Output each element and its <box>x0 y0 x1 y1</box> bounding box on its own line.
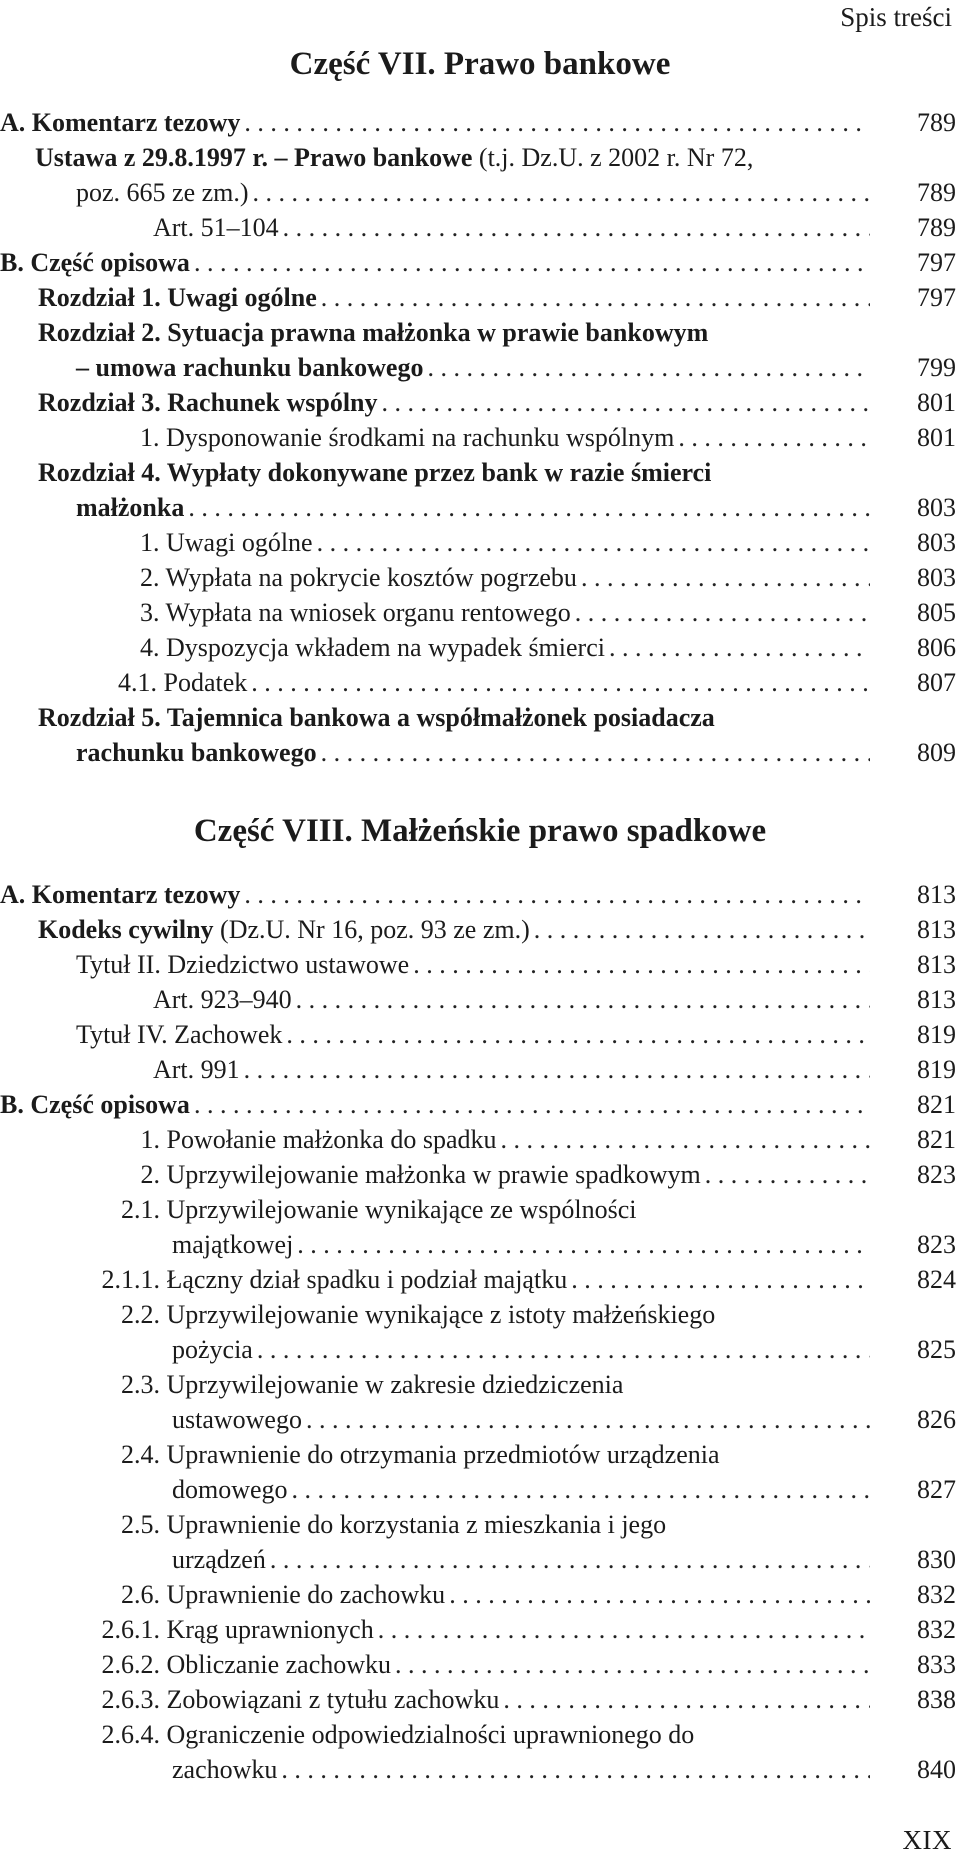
toc-entry[interactable] <box>0 1682 956 1717</box>
entry-title-bold: Ustawa z 29.8.1997 r. – Prawo bankowe <box>35 143 473 172</box>
leader-dots <box>270 1542 870 1577</box>
entry-label: 2. Wypłata na pokrycie kosztów pogrzebu <box>140 563 577 592</box>
entry-title: Uprzywilejowanie wynikające ze wspólności <box>166 1195 637 1224</box>
entry-title: Uprawnienie do otrzymania przedmiotów urządzenia <box>166 1440 720 1469</box>
toc-entry[interactable] <box>0 1612 956 1647</box>
leader-dots <box>306 1402 870 1437</box>
entry-label: urządzeń <box>172 1545 266 1574</box>
leader-dots <box>244 105 870 140</box>
leader-dots <box>253 175 870 210</box>
leader-dots <box>296 982 870 1017</box>
toc-entry[interactable] <box>0 1157 956 1192</box>
page-number: 803 <box>917 493 956 522</box>
page-number: 827 <box>917 1475 956 1504</box>
toc-part-7 <box>0 105 956 770</box>
page-number: 809 <box>917 738 956 767</box>
leader-dots <box>501 1122 871 1157</box>
toc-entry[interactable] <box>0 140 956 210</box>
toc-entry[interactable] <box>0 560 956 595</box>
page-number: 838 <box>917 1685 956 1714</box>
page-number: 825 <box>917 1335 956 1364</box>
page-folio: XIX <box>902 1825 952 1855</box>
entry-number: 2.2. <box>121 1300 160 1329</box>
leader-dots <box>286 1017 870 1052</box>
entry-label: A. Komentarz tezowy <box>0 880 241 909</box>
entry-title: Ograniczenie odpowiedzialności uprawnionego do <box>166 1720 695 1749</box>
leader-dots <box>427 350 870 385</box>
page-number: 807 <box>917 668 956 697</box>
toc-entry[interactable] <box>0 385 956 420</box>
leader-dots <box>413 947 870 982</box>
toc-entry[interactable] <box>0 947 956 982</box>
toc-entry[interactable] <box>0 912 956 947</box>
page-number: 789 <box>917 213 956 242</box>
leader-dots <box>251 665 870 700</box>
toc-entry[interactable] <box>0 1052 956 1087</box>
entry-label: 2.6. Uprawnienie do zachowku <box>121 1580 446 1609</box>
entry-title: Uprawnienie do korzystania z mieszkania i jego <box>166 1510 667 1539</box>
leader-dots <box>257 1332 870 1367</box>
toc-entry[interactable] <box>0 1262 956 1297</box>
entry-label: Art. 51–104 <box>153 213 279 242</box>
toc-entry[interactable] <box>0 665 956 700</box>
entry-label: 2.1.1. Łączny dział spadku i podział majątku <box>101 1265 568 1294</box>
entry-label: B. Część opisowa <box>0 248 190 277</box>
page-number: 832 <box>917 1580 956 1609</box>
page-number: 801 <box>917 388 956 417</box>
entry-label: ustawowego <box>172 1405 302 1434</box>
page-number: 813 <box>917 950 956 979</box>
entry-label: małżonka <box>76 493 185 522</box>
leader-dots <box>581 560 870 595</box>
leader-dots <box>382 385 871 420</box>
toc-entry[interactable] <box>0 1122 956 1157</box>
page-number: 823 <box>917 1160 956 1189</box>
leader-dots <box>449 1577 870 1612</box>
page-number: 813 <box>917 915 956 944</box>
leader-dots <box>571 1262 870 1297</box>
page-number: 797 <box>917 248 956 277</box>
page-number: 823 <box>917 1230 956 1259</box>
leader-dots <box>534 912 870 947</box>
page-number: 833 <box>917 1650 956 1679</box>
toc-entry[interactable] <box>0 420 956 455</box>
page-number: 803 <box>917 528 956 557</box>
leader-dots <box>705 1157 870 1192</box>
entry-title: Uprzywilejowanie w zakresie dziedziczenia <box>166 1370 624 1399</box>
part-7-title: Część VII. Prawo bankowe <box>289 46 671 82</box>
toc-entry[interactable] <box>0 1437 956 1507</box>
page-number: 806 <box>917 633 956 662</box>
page-number: 813 <box>917 985 956 1014</box>
toc-entry[interactable] <box>0 982 956 1017</box>
page-number: 797 <box>917 283 956 312</box>
entry-label: poz. 665 ze zm.) <box>76 178 249 207</box>
entry-label: Rozdział 1. Uwagi ogólne <box>38 283 317 312</box>
toc-entry[interactable] <box>0 1017 956 1052</box>
entry-title: Uprzywilejowanie wynikające z istoty małżeńskiego <box>166 1300 716 1329</box>
entry-label: pożycia <box>172 1335 253 1364</box>
entry-label: Rozdział 3. Rachunek wspólny <box>38 388 378 417</box>
leader-dots <box>317 525 870 560</box>
entry-title: Rozdział 5. Tajemnica bankowa a współmałżonek posiadacza <box>38 703 715 732</box>
page-number: 840 <box>917 1755 956 1784</box>
entry-label: 2. Uprzywilejowanie małżonka w prawie spadkowym <box>140 1160 701 1189</box>
entry-label: 2.6.2. Obliczanie zachowku <box>101 1650 392 1679</box>
entry-label: Kodeks cywilny (Dz.U. Nr 16, poz. 93 ze zm.) <box>38 915 530 944</box>
leader-dots <box>321 280 870 315</box>
entry-label: 3. Wypłata na wniosek organu rentowego <box>140 598 571 627</box>
toc-entry[interactable] <box>0 1577 956 1612</box>
page-number: 826 <box>917 1405 956 1434</box>
entry-label: zachowku <box>172 1755 278 1784</box>
entry-label: 2.6.1. Krąg uprawnionych <box>101 1615 374 1644</box>
page-number: 801 <box>917 423 956 452</box>
leader-dots <box>244 1052 870 1087</box>
running-head: Spis treści <box>840 2 952 32</box>
leader-dots <box>194 1087 870 1122</box>
toc-entry[interactable] <box>0 1087 956 1122</box>
entry-label: 1. Powołanie małżonka do spadku <box>140 1125 497 1154</box>
leader-dots <box>395 1647 870 1682</box>
leader-dots <box>609 630 870 665</box>
toc-entry[interactable] <box>0 700 956 770</box>
entry-label: 1. Uwagi ogólne <box>140 528 313 557</box>
page-number: 813 <box>917 880 956 909</box>
entry-number: 2.1. <box>121 1195 160 1224</box>
leader-dots <box>575 595 870 630</box>
entry-label: 4. Dyspozycja wkładem na wypadek śmierci <box>140 633 605 662</box>
leader-dots <box>678 420 870 455</box>
toc-entry[interactable] <box>0 525 956 560</box>
entry-number: 2.6.4. <box>101 1720 160 1749</box>
entry-title: Rozdział 4. Wypłaty dokonywane przez bank w razie śmierci <box>38 458 712 487</box>
entry-label: Art. 991 <box>153 1055 240 1084</box>
toc-entry[interactable] <box>0 877 956 912</box>
leader-dots <box>292 1472 870 1507</box>
entry-label: Art. 923–940 <box>153 985 292 1014</box>
toc-entry[interactable] <box>0 1192 956 1262</box>
toc-entry[interactable] <box>0 630 956 665</box>
page-number: 789 <box>917 108 956 137</box>
page-number: 821 <box>917 1125 956 1154</box>
leader-dots <box>321 735 870 770</box>
toc-entry[interactable] <box>0 1717 956 1787</box>
toc-entry[interactable] <box>0 1297 956 1367</box>
toc-entry[interactable] <box>0 1647 956 1682</box>
leader-dots <box>244 877 870 912</box>
toc-entry[interactable] <box>0 210 956 245</box>
leader-dots <box>378 1612 870 1647</box>
page-number: 805 <box>917 598 956 627</box>
leader-dots <box>297 1227 870 1262</box>
page-number: 819 <box>917 1020 956 1049</box>
entry-title: Rozdział 2. Sytuacja prawna małżonka w prawie bankowym <box>38 318 709 347</box>
toc-entry[interactable] <box>0 1367 956 1437</box>
entry-label: 4.1. Podatek <box>118 668 248 697</box>
leader-dots <box>503 1682 870 1717</box>
entry-title-rest: (t.j. Dz.U. z 2002 r. Nr 72, <box>472 143 754 172</box>
entry-label: B. Część opisowa <box>0 1090 190 1119</box>
page-number: 821 <box>917 1090 956 1119</box>
toc-entry[interactable] <box>0 455 956 525</box>
entry-number: 2.3. <box>121 1370 160 1399</box>
toc-entry[interactable] <box>0 105 956 140</box>
leader-dots <box>188 490 870 525</box>
entry-label: 1. Dysponowanie środkami na rachunku wspólnym <box>140 423 675 452</box>
toc-entry[interactable] <box>0 595 956 630</box>
toc-entry[interactable] <box>0 280 956 315</box>
entry-number: 2.4. <box>121 1440 160 1469</box>
leader-dots <box>194 245 870 280</box>
entry-number: 2.5. <box>121 1510 160 1539</box>
entry-label: 2.6.3. Zobowiązani z tytułu zachowku <box>101 1685 500 1714</box>
page-number: 803 <box>917 563 956 592</box>
entry-label: A. Komentarz tezowy <box>0 108 241 137</box>
page-number: 799 <box>917 353 956 382</box>
page-number: 830 <box>917 1545 956 1574</box>
page-number: 832 <box>917 1615 956 1644</box>
toc-entry[interactable] <box>0 245 956 280</box>
leader-dots <box>281 1752 870 1787</box>
toc-entry[interactable] <box>0 1507 956 1577</box>
entry-label: rachunku bankowego <box>76 738 317 767</box>
entry-label: Tytuł II. Dziedzictwo ustawowe <box>76 950 410 979</box>
toc-part-8 <box>0 877 956 1787</box>
entry-label: domowego <box>172 1475 288 1504</box>
page-number: 824 <box>917 1265 956 1294</box>
part-8-title: Część VIII. Małżeńskie prawo spadkowe <box>193 813 767 849</box>
toc-entry[interactable] <box>0 315 956 385</box>
entry-label: majątkowej <box>172 1230 294 1259</box>
entry-label: – umowa rachunku bankowego <box>76 353 424 382</box>
entry-label: Tytuł IV. Zachowek <box>76 1020 283 1049</box>
leader-dots <box>283 210 870 245</box>
page-number: 819 <box>917 1055 956 1084</box>
page-number: 789 <box>917 178 956 207</box>
